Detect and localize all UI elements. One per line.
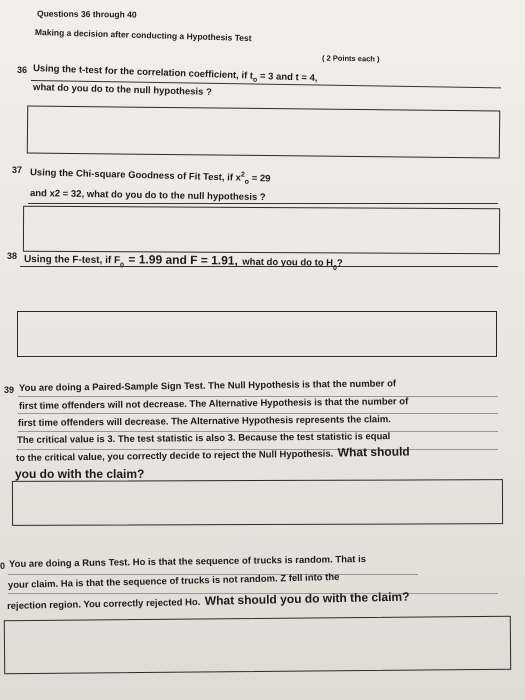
question-text: Using the F-test, if $F_0 = 1.99$ and F = 1.91, what do you do to $H_0$? — [23, 252, 343, 273]
question-text: your claim. Ha is that the sequence of trucks is not random. Z fell into the — [7, 571, 340, 591]
answer-box[interactable] — [12, 479, 503, 526]
answer-box[interactable] — [17, 311, 497, 357]
question-number: 38 — [7, 251, 18, 261]
ruled-line — [18, 413, 498, 414]
question-text: You are doing a Runs Test. Ho is that the sequence of trucks is random. That is — [8, 554, 367, 570]
question-number: 37 — [12, 165, 23, 175]
question-text: Using the t-test for the correlation coefficient, if $t_o = 3$ and t = 4, — [32, 63, 318, 84]
question-text: to the critical value, you correctly decide to reject the Null Hypothesis. What should — [15, 444, 410, 464]
worksheet-subtitle: Making a decision after conducting a Hypothesis Test — [34, 27, 252, 44]
question-text: rejection region. You correctly rejected Ho. What should you do with the claim? — [6, 589, 410, 612]
question-text: you do with the claim? — [15, 467, 145, 481]
question-text: what do you do to the null hypothesis ? — [32, 82, 213, 98]
answer-box[interactable] — [23, 206, 500, 254]
ruled-line — [18, 396, 498, 397]
question-text: and x2 = 32, what do you do to the null hypothesis ? — [29, 188, 266, 204]
question-text: Using the Chi-square Goodness of Fit Test, if $x^2_o = 29$ — [29, 167, 271, 186]
answer-box[interactable] — [4, 616, 511, 674]
divider — [20, 266, 498, 267]
question-number: 0 — [0, 561, 6, 571]
question-number: 36 — [17, 65, 28, 75]
points-note: ( 2 Points each ) — [321, 53, 380, 64]
question-text: first time offenders will decrease. The Alternative Hypothesis represents the claim. — [17, 414, 391, 429]
question-text: first time offenders will not decrease. The Alternative Hypothesis is that the number of — [18, 396, 409, 412]
question-text: The critical value is 3. The test statistic is also 3. Because the test statistic is equal — [16, 431, 391, 446]
question-text: You are doing a Paired-Sample Sign Test. The Null Hypothesis is that the number of — [18, 378, 397, 394]
answer-box[interactable] — [27, 106, 500, 159]
question-number: 39 — [4, 385, 15, 395]
divider — [28, 203, 498, 204]
worksheet-title: Questions 36 through 40 — [36, 8, 137, 20]
